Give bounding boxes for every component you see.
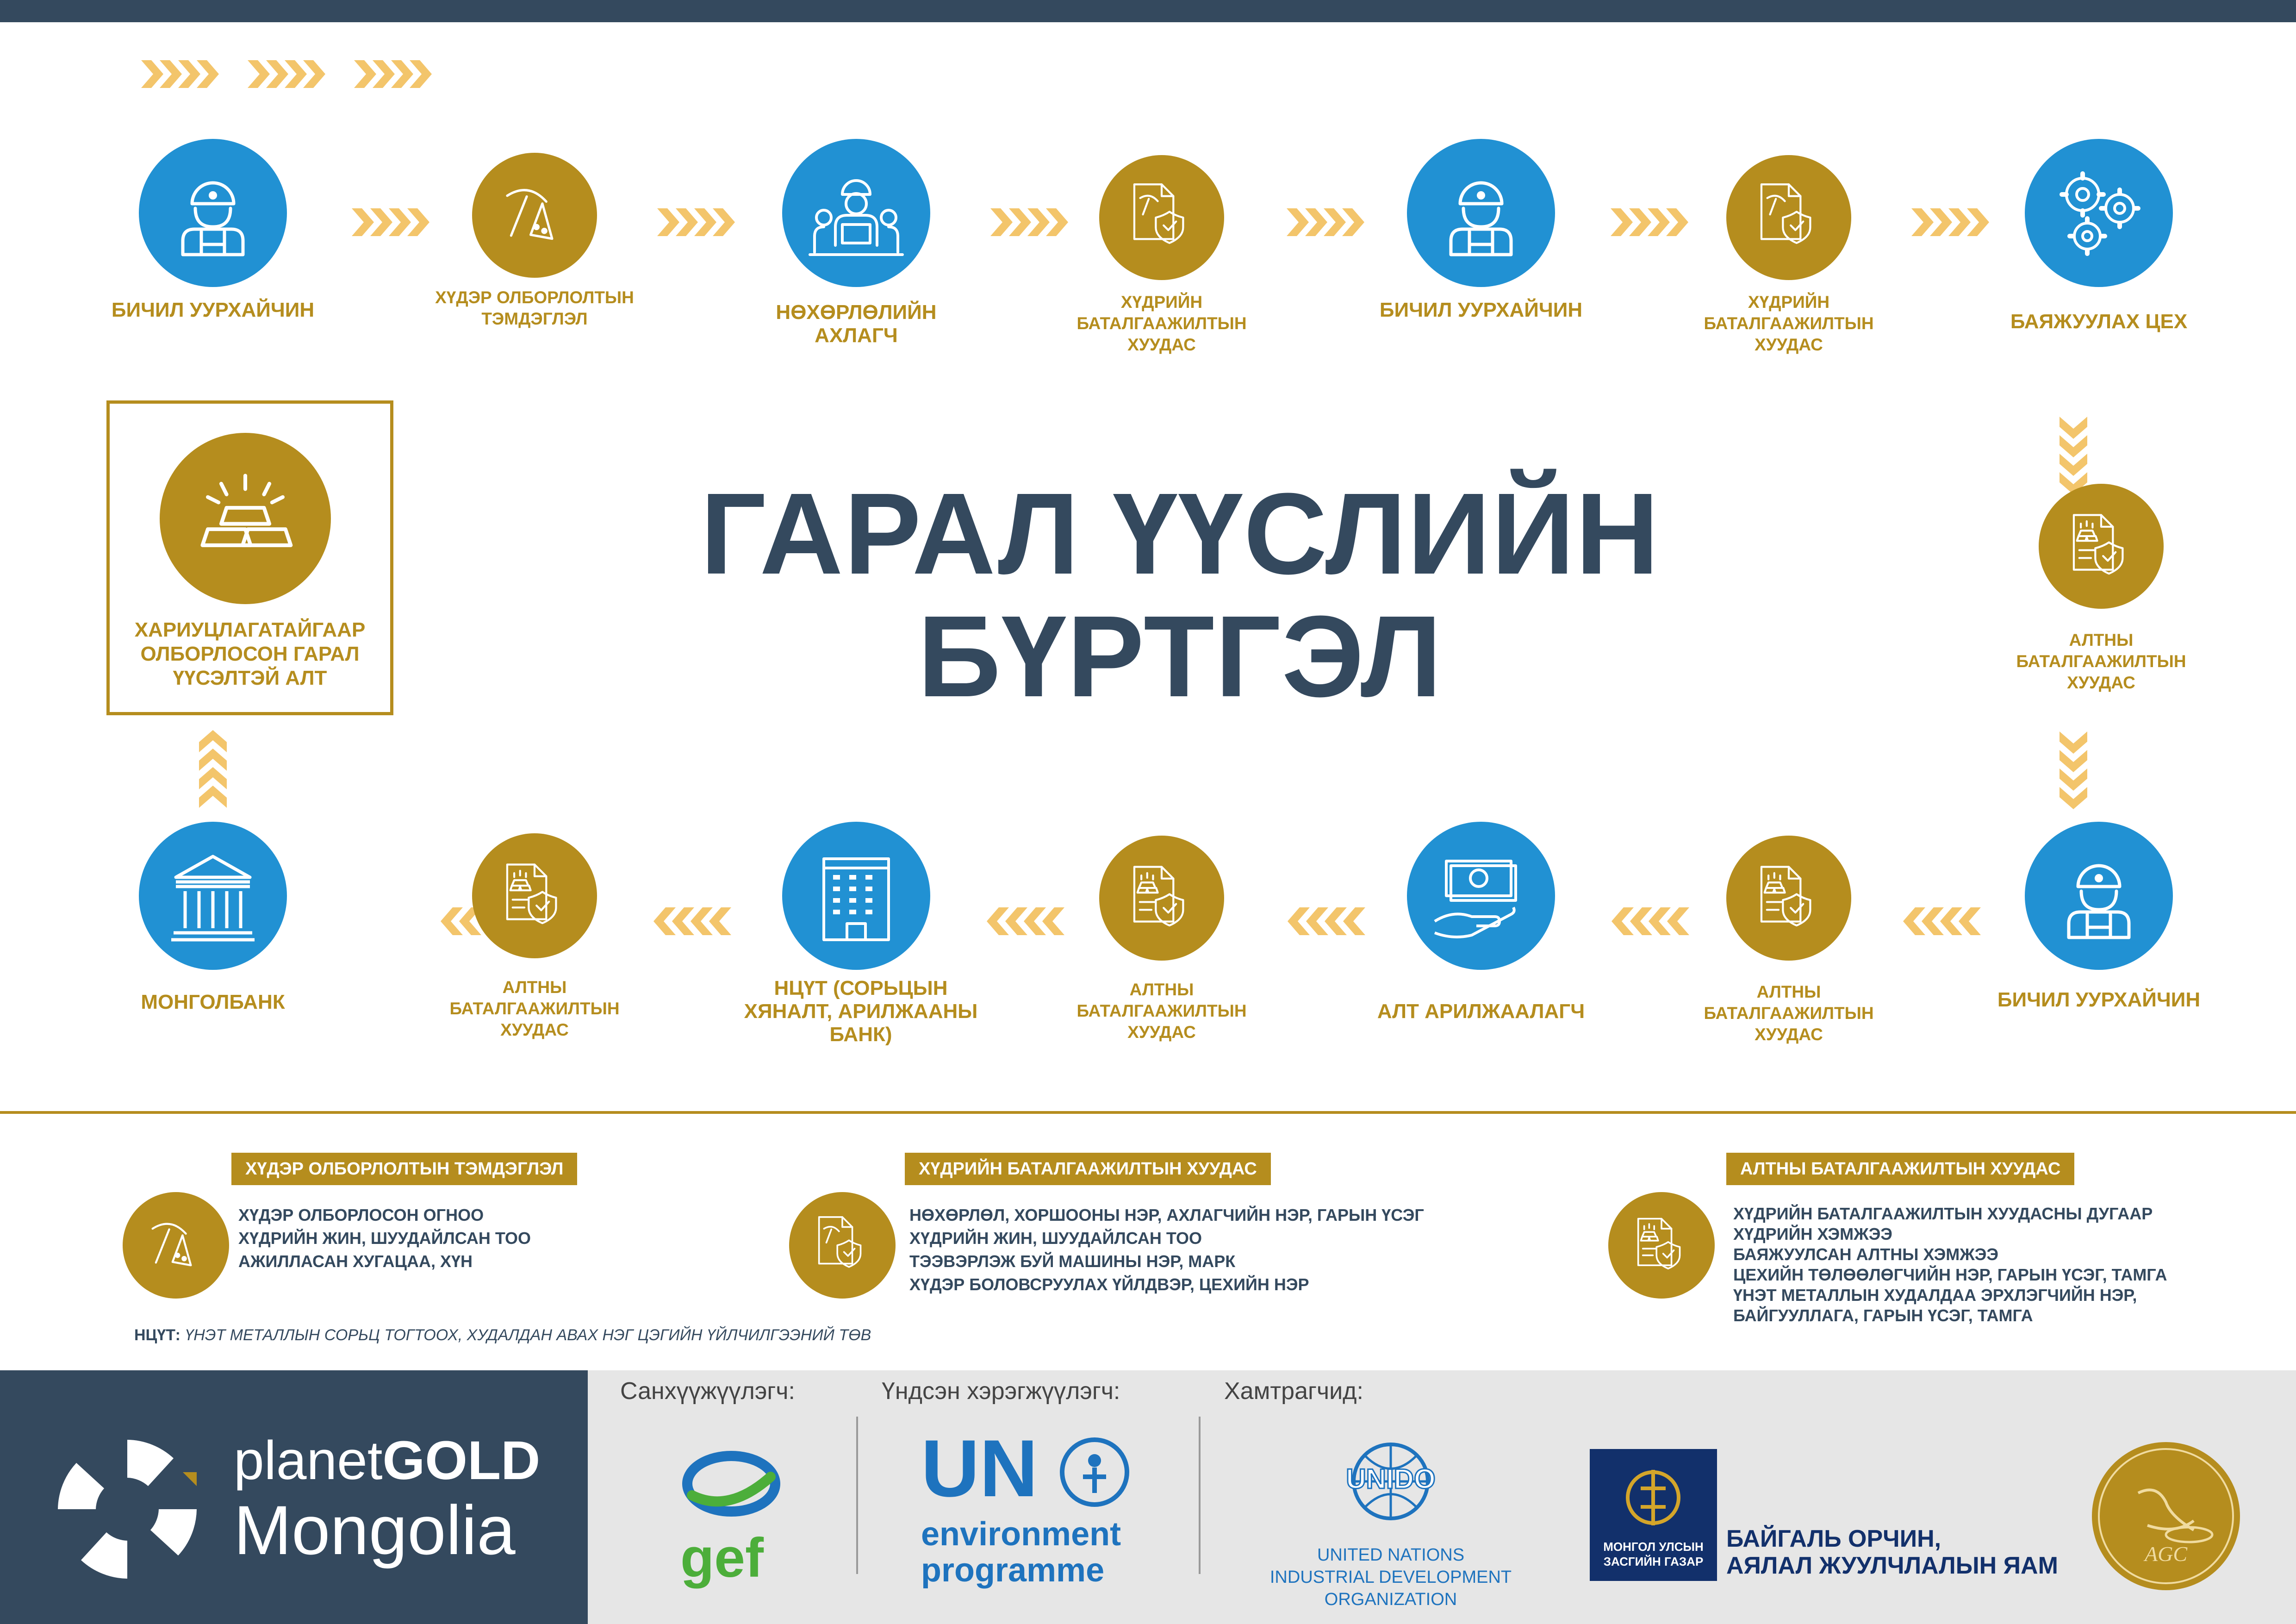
legend-tag-ore-cert: ХҮДРИЙН БАТАЛГААЖИЛТЫН ХУУДАС: [905, 1153, 1271, 1185]
footer-separator: [1199, 1417, 1201, 1574]
footnote: [134, 1326, 871, 1344]
node-ore-certificate-2: [1726, 155, 1851, 280]
planetgold-wordmark: [234, 1430, 540, 1491]
gold-certificate-icon: [1608, 1192, 1715, 1299]
seal-line-2: ЗАСГИЙН ГАЗАР: [1603, 1555, 1704, 1568]
flow-arrow: [199, 729, 227, 808]
bank-icon: [139, 822, 287, 970]
ore-certificate-icon: [1726, 155, 1851, 280]
partners-label: Хамтрагчид:: [1224, 1378, 1363, 1405]
node-gold-certificate-right: [2039, 484, 2164, 609]
ore-certificate-icon: [1099, 155, 1224, 280]
gears-icon: [2025, 139, 2173, 287]
brand-planet: planet: [234, 1430, 383, 1491]
soyombo-icon: [1622, 1461, 1685, 1537]
section-divider: [0, 1111, 2296, 1114]
node-gold-certificate-b2: [1099, 836, 1224, 961]
gef-logo-icon: [666, 1440, 796, 1532]
flow-arrow: [1611, 208, 1689, 236]
miner-icon: [1407, 139, 1555, 287]
node-label: БИЧИЛ УУРХАЙЧИН: [1997, 988, 2201, 1011]
footer-separator: [856, 1417, 858, 1574]
node-label: ХҮДРИЙН БАТАЛГААЖИЛТЫН ХУУДАС: [1704, 293, 1874, 354]
node-label: НЦҮТ (СОРЬЦЫН ХЯНАЛТ, АРИЛЖААНЫ БАНК): [744, 977, 978, 1046]
node-label: БАЯЖУУЛАХ ЦЕХ: [2010, 310, 2188, 333]
decorative-chevrons: [248, 60, 326, 88]
node-small-miner-1: [139, 139, 287, 287]
page-title: [509, 469, 1851, 721]
decorative-chevrons: [141, 60, 220, 88]
node-label: АЛТНЫ БАТАЛГААЖИЛТЫН ХУУДАС: [2016, 631, 2186, 692]
node-label: БИЧИЛ УУРХАЙЧИН: [111, 299, 315, 321]
flow-arrow: [352, 208, 430, 236]
ministry-line-2: АЯЛАЛ ЖУУЛЧЛАЛЫН ЯАМ: [1726, 1552, 2058, 1579]
node-small-miner-2: [1407, 139, 1555, 287]
legend-line: ЦЕХИЙН ТӨЛӨӨЛӨГЧИЙН НЭР, ГАРЫН ҮСЭГ, ТАМГА: [1733, 1265, 2167, 1284]
seal-text: [1590, 1539, 1717, 1569]
flow-arrow: [657, 208, 736, 236]
mining-pick-icon: [472, 153, 597, 278]
flow-arrow: [1911, 208, 1990, 236]
team-leader-icon: [782, 139, 930, 287]
node-label: ХҮДЭР ОЛБОРЛОЛТЫН ТЭМДЭГЛЭЛ: [435, 288, 634, 328]
government-seal: [1590, 1449, 1717, 1581]
node-label: АЛТНЫ БАТАЛГААЖИЛТЫН ХУУДАС: [1704, 982, 1874, 1044]
title-line-2: БҮРТГЭЛ: [917, 592, 1443, 721]
legend-lines-gold-cert: [1733, 1204, 2167, 1326]
unido-line-1: UNITED NATIONS: [1317, 1545, 1465, 1565]
legend-line: ХҮДРИЙН ХЭМЖЭЭ: [1733, 1224, 1892, 1243]
unep-line-2: programme: [921, 1552, 1105, 1589]
legend-icon: [789, 1192, 896, 1299]
miner-icon: [139, 139, 287, 287]
legend-line: АЖИЛЛАСАН ХУГАЦАА, ХҮН: [238, 1252, 473, 1271]
unep-text: [921, 1516, 1121, 1588]
node-label: АЛТНЫ БАТАЛГААЖИЛТЫН ХУУДАС: [1076, 980, 1247, 1042]
flow-arrow: [1611, 907, 1689, 935]
decorative-chevrons: [354, 60, 433, 88]
node-gold-trader: [1407, 822, 1555, 970]
result-label: ХАРИУЦЛАГАТАЙГААР ОЛБОРЛОСОН ГАРАЛ ҮҮСЭЛТЭЙ АЛТ: [134, 618, 366, 689]
node-responsible-gold: [160, 433, 331, 604]
ore-certificate-icon: [789, 1192, 896, 1299]
unido-text: [1208, 1544, 1574, 1611]
agc-text: AGC: [2145, 1542, 2187, 1566]
seal-line-1: МОНГОЛ УЛСЫН: [1603, 1540, 1704, 1554]
funder-label: Санхүүжүүлэгч:: [620, 1378, 795, 1405]
flow-arrow: [990, 208, 1069, 236]
node-label: АЛТ АРИЛЖААЛАГЧ: [1377, 1000, 1585, 1023]
ministry-name: [1726, 1525, 2058, 1579]
gold-certificate-icon: [2039, 484, 2164, 609]
node-assay-center: [782, 822, 930, 970]
flow-arrow: [986, 907, 1064, 935]
gef-wordmark: gef: [680, 1527, 764, 1589]
node-gold-certificate-b3: [1726, 836, 1851, 961]
unido-wordmark: UNIDO: [1346, 1463, 1436, 1494]
gold-certificate-icon: [1099, 836, 1224, 961]
node-label: НӨХӨРЛӨЛИЙН АХЛАГЧ: [776, 301, 937, 347]
node-label: АЛТНЫ БАТАЛГААЖИЛТЫН ХУУДАС: [449, 978, 620, 1039]
title-line-1: ГАРАЛ ҮҮСЛИЙН: [700, 469, 1660, 598]
legend-line: ХҮДРИЙН БАТАЛГААЖИЛТЫН ХУУДАСНЫ ДУГААР: [1733, 1204, 2153, 1223]
legend-tag-gold-cert: АЛТНЫ БАТАЛГААЖИЛТЫН ХУУДАС: [1726, 1153, 2074, 1185]
legend-icon: [123, 1192, 229, 1299]
gold-certificate-icon: [472, 833, 597, 958]
legend-line: ХҮДРИЙН ЖИН, ШУУДАЙЛСАН ТОО: [909, 1229, 1202, 1248]
node-label: БИЧИЛ УУРХАЙЧИН: [1379, 299, 1583, 321]
planetgold-logo-icon: [49, 1430, 206, 1588]
un-wordmark: UN: [921, 1424, 1038, 1514]
footnote-text: ҮНЭТ МЕТАЛЛЫН СОРЬЦ ТОГТООХ, ХУДАЛДАН АВАХ НЭГ ЦЭГИЙН ҮЙЛЧИЛГЭЭНИЙ ТӨВ: [180, 1326, 871, 1344]
flow-arrow: [2060, 731, 2087, 810]
legend-line: ҮНЭТ МЕТАЛЛЫН ХУДАЛДАА ЭРХЛЭГЧИЙН НЭР,: [1733, 1286, 2137, 1305]
legend-line: ТЭЭВЭРЛЭЖ БУЙ МАШИНЫ НЭР, МАРК: [909, 1252, 1236, 1271]
node-ore-extraction-log: [472, 153, 597, 278]
gold-bars-icon: [160, 433, 331, 604]
top-bar: [0, 0, 2296, 22]
legend-line: БАЯЖУУЛСАН АЛТНЫ ХЭМЖЭЭ: [1733, 1245, 1998, 1264]
legend-line: ХҮДЭР ОЛБОРЛОСОН ОГНОО: [238, 1206, 484, 1224]
node-ore-certificate-1: [1099, 155, 1224, 280]
flow-arrow: [1287, 907, 1365, 935]
unido-line-2: INDUSTRIAL DEVELOPMENT ORGANIZATION: [1269, 1568, 1512, 1609]
legend-line: БАЙГУУЛЛАГА, ГАРЫН ҮСЭГ, ТАМГА: [1733, 1306, 2033, 1325]
legend-lines-ore-log: [238, 1204, 531, 1273]
ministry-line-1: БАЙГАЛЬ ОРЧИН,: [1726, 1525, 1941, 1552]
node-processing-plant: [2025, 139, 2173, 287]
mining-pick-icon: [123, 1192, 229, 1299]
legend-line: ХҮДРИЙН ЖИН, ШУУДАЙЛСАН ТОО: [238, 1229, 531, 1248]
flow-arrow: [1287, 208, 1365, 236]
un-emblem-icon: [1055, 1433, 1134, 1512]
flow-arrow: [1902, 907, 1981, 935]
flow-arrow: [653, 907, 731, 935]
footnote-abbr: НЦҮТ:: [134, 1326, 180, 1344]
brand-gold: GOLD: [382, 1430, 541, 1491]
legend-line: НӨХӨРЛӨЛ, ХОРШООНЫ НЭР, АХЛАГЧИЙН НЭР, ГАРЫН ҮСЭГ: [909, 1206, 1424, 1224]
node-gold-certificate-b1: [472, 833, 597, 958]
legend-tag-ore-log: ХҮДЭР ОЛБОРЛОЛТЫН ТЭМДЭГЛЭЛ: [231, 1153, 577, 1185]
node-label: МОНГОЛБАНК: [141, 991, 285, 1013]
miner-icon: [2025, 822, 2173, 970]
legend-icon: [1608, 1192, 1715, 1299]
gold-certificate-icon: [1726, 836, 1851, 961]
agc-logo-icon: [2087, 1437, 2245, 1595]
node-small-miner-3: [2025, 822, 2173, 970]
unep-line-1: environment: [921, 1516, 1121, 1553]
money-hand-icon: [1407, 822, 1555, 970]
node-label: ХҮДРИЙН БАТАЛГААЖИЛТЫН ХУУДАС: [1076, 293, 1247, 354]
node-partnership-leader: [782, 139, 930, 287]
brand-country: Mongolia: [234, 1491, 516, 1569]
legend-line: ХҮДЭР БОЛОВСРУУЛАХ ҮЙЛДВЭР, ЦЕХИЙН НЭР: [909, 1275, 1309, 1294]
node-mongolbank: [139, 822, 287, 970]
implementer-label: Үндсэн хэрэгжүүлэгч:: [882, 1378, 1120, 1405]
legend-lines-ore-cert: [909, 1204, 1424, 1296]
building-icon: [782, 822, 930, 970]
